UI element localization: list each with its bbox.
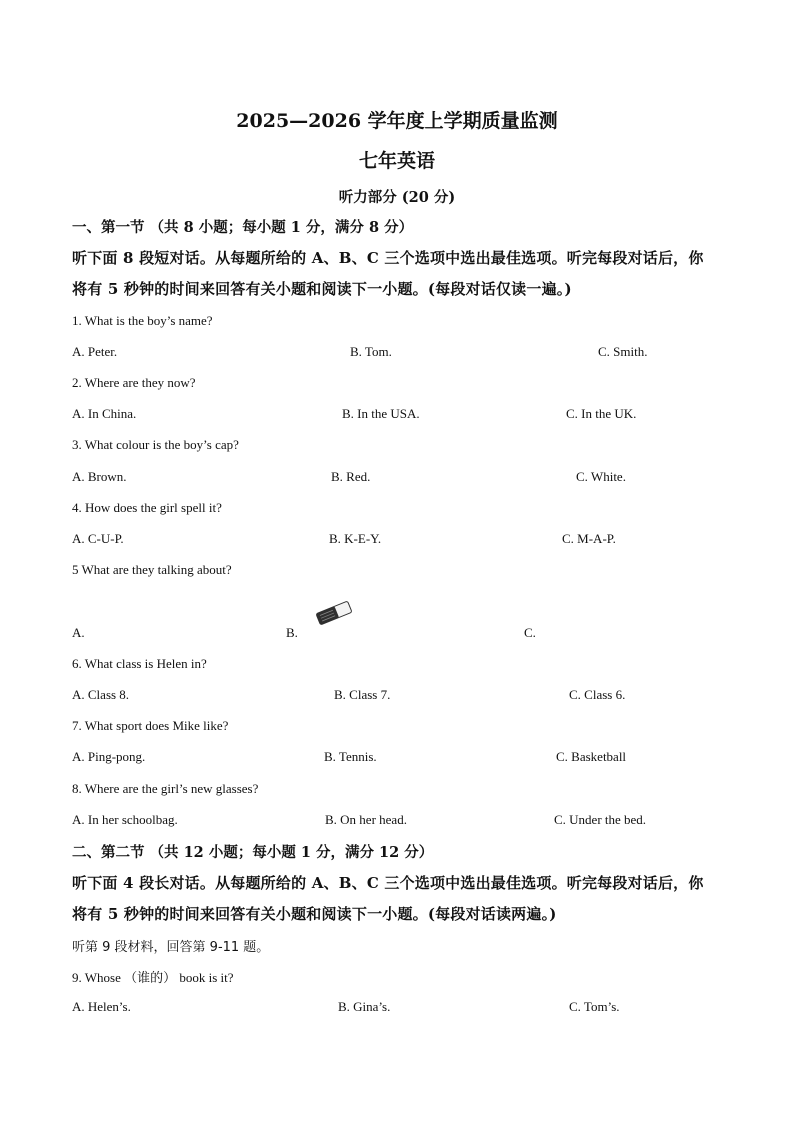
q5-option-c: C. bbox=[524, 625, 536, 640]
question-7: 7. What sport does Mike like? bbox=[72, 718, 229, 733]
material-note: 听第 9 段材料，回答第 9-11 题。 bbox=[72, 940, 270, 955]
exam-title: 2025—2026 学年度上学期质量监测 bbox=[236, 110, 558, 132]
question-9: 9. Whose （谁的） book is it? bbox=[72, 970, 234, 985]
q8-option-c: C. Under the bed. bbox=[554, 812, 647, 827]
q2-option-b: B. In the USA. bbox=[342, 406, 420, 421]
q7-option-b: B. Tennis. bbox=[324, 749, 377, 764]
q8-option-a: A. In her schoolbag. bbox=[72, 812, 178, 827]
question-6: 6. What class is Helen in? bbox=[72, 656, 207, 671]
section2-instruction-line1: 听下面 4 段长对话。从每题所给的 A、B、C 三个选项中选出最佳选项。听完每段对话后，你 bbox=[72, 874, 704, 892]
subject-title: 七年英语 bbox=[358, 150, 435, 172]
q9-option-c: C. Tom’s. bbox=[569, 999, 620, 1014]
q9-option-a: A. Helen’s. bbox=[72, 999, 131, 1014]
q9-option-b: B. Gina’s. bbox=[338, 999, 391, 1014]
question-5: 5 What are they talking about? bbox=[72, 562, 232, 577]
q7-option-c: C. Basketball bbox=[556, 749, 627, 764]
q6-option-b: B. Class 7. bbox=[334, 687, 391, 702]
q3-option-b: B. Red. bbox=[331, 469, 371, 484]
q7-option-a: A. Ping-pong. bbox=[72, 749, 146, 764]
q4-option-c: C. M-A-P. bbox=[562, 531, 616, 546]
section1-instruction-line2: 将有 5 秒钟的时间来回答有关小题和阅读下一小题。(每段对话仅读一遍。) bbox=[72, 280, 572, 298]
q2-option-c: C. In the UK. bbox=[566, 406, 637, 421]
question-2: 2. Where are they now? bbox=[72, 375, 196, 390]
q4-option-b: B. K-E-Y. bbox=[329, 531, 382, 546]
eraser-icon bbox=[314, 600, 354, 626]
q3-option-c: C. White. bbox=[576, 469, 626, 484]
q8-option-b: B. On her head. bbox=[325, 812, 407, 827]
question-4: 4. How does the girl spell it? bbox=[72, 500, 222, 515]
q4-option-a: A. C-U-P. bbox=[72, 531, 124, 546]
q5-option-a: A. bbox=[72, 625, 85, 640]
question-3: 3. What colour is the boy’s cap? bbox=[72, 437, 239, 452]
section2-heading: 二、第二节 （共 12 小题；每小题 1 分，满分 12 分） bbox=[72, 844, 434, 861]
q2-option-a: A. In China. bbox=[72, 406, 137, 421]
q1-option-b: B. Tom. bbox=[350, 344, 392, 359]
part-title: 听力部分 (20 分) bbox=[338, 189, 456, 206]
section2-instruction-line2: 将有 5 秒钟的时间来回答有关小题和阅读下一小题。(每段对话读两遍。) bbox=[72, 905, 557, 923]
q1-option-c: C. Smith. bbox=[598, 344, 648, 359]
q6-option-a: A. Class 8. bbox=[72, 687, 130, 702]
q6-option-c: C. Class 6. bbox=[569, 687, 626, 702]
section1-heading: 一、第一节 （共 8 小题；每小题 1 分，满分 8 分） bbox=[72, 219, 414, 236]
q3-option-a: A. Brown. bbox=[72, 469, 127, 484]
question-8: 8. Where are the girl’s new glasses? bbox=[72, 781, 259, 796]
q1-option-a: A. Peter. bbox=[72, 344, 118, 359]
q5-option-b: B. bbox=[286, 625, 298, 640]
section1-instruction-line1: 听下面 8 段短对话。从每题所给的 A、B、C 三个选项中选出最佳选项。听完每段对话后，你 bbox=[72, 249, 704, 267]
question-1: 1. What is the boy’s name? bbox=[72, 313, 213, 328]
